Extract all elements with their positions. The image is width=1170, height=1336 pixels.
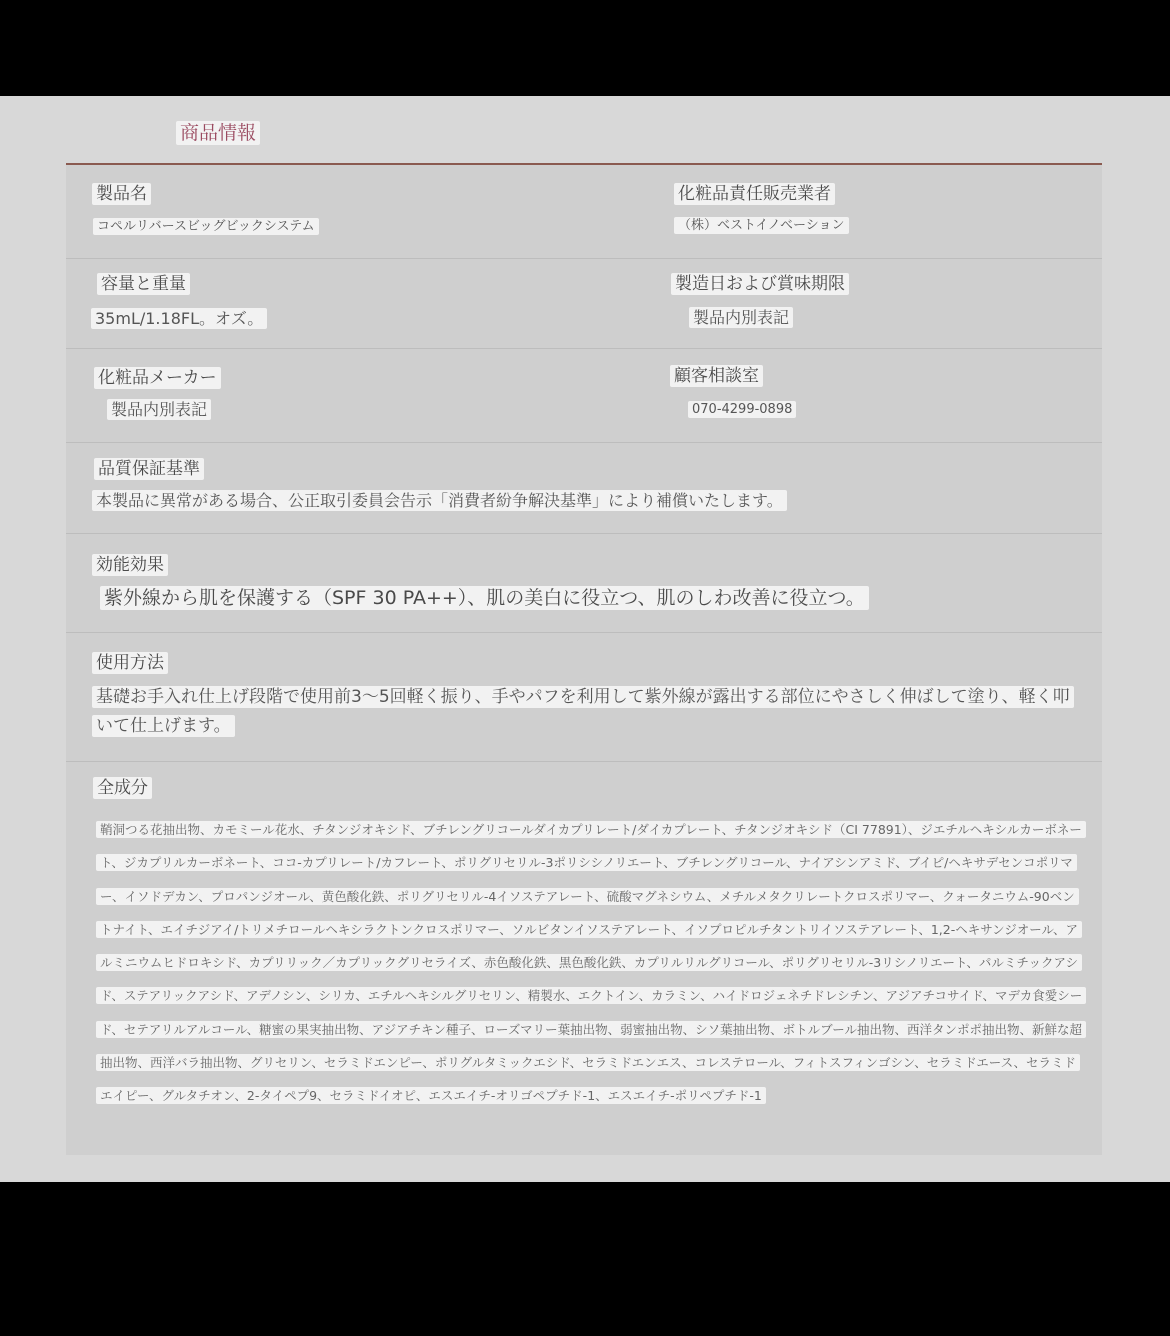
dates-value: 製品内別表記 xyxy=(689,308,793,328)
product-name-value: コペルリバースビッグビックシステム xyxy=(93,217,319,237)
quality-value: 本製品に異常がある場合、公正取引委員会告示「消費者紛争解決基準」により補償いたします。 xyxy=(92,491,787,511)
dates-label: 製造日および賞味期限 xyxy=(671,272,849,296)
capacity-value: 35mL/1.18FL。オズ。 xyxy=(91,309,267,329)
effects-value: 紫外線から肌を保護する（SPF 30 PA++）、肌の美白に役立つ、肌のしわ改善に役立つ。 xyxy=(100,588,869,608)
row-divider xyxy=(66,761,1102,762)
product-name-label: 製品名 xyxy=(92,182,151,206)
row-divider xyxy=(66,632,1102,633)
maker-label: 化粧品メーカー xyxy=(94,366,221,390)
capacity-label: 容量と重量 xyxy=(97,272,190,296)
quality-label: 品質保証基準 xyxy=(94,457,204,481)
row-divider xyxy=(66,442,1102,443)
row-divider xyxy=(66,348,1102,349)
ingredients-value: 鞘洞つる花抽出物、カモミール花水、チタンジオキシド、ブチレングリコールダイカプリレート/ダイカプレート、チタンジオキシド（CI 77891）、ジエチルヘキシルカーボネート、ジカプリルカーボネート、ココ-カプリレート/カフレート、ポリグリセリル-3ポリシシノリエート、ブチレングリコール、ナイアシンアミド、ブイピ/ヘキサデセンコポリマー、イソドデカン、プロパンジオール、黄色酸化鉄、ポリグリセリル-4イソステアレート、硫酸マグネシウム、メチルメタクリレートクロスポリマー、クォータニウム-90ベントナイト、エイチジアイ/トリメチロールヘキシラクトンクロスポリマー、ソルビタンイソステアレート、イソプロピルチタントリイソステアレート、1,2-ヘキサンジオール、アルミニウムヒドロキシド、カプリリック／カプリックグリセライズ、赤色酸化鉄、黒色酸化鉄、カプリルリルグリコール、ポリグリセリル-3リシノリエート、パルミチックアシド、ステアリックアシド、アデノシン、シリカ、エチルヘキシルグリセリン、精製水、エクトイン、カラミン、ハイドロジェネチドレシチン、アジアチコサイド、マデカ食愛シード、セテアリルアルコール、糖蜜の果実抽出物、アジアチキン種子、ローズマリー葉抽出物、弱蜜抽出物、シソ葉抽出物、ボトルブール抽出物、西洋タンポポ抽出物、新鮮な超抽出物、西洋バラ抽出物、グリセリン、セラミドエンピー、ポリグルタミックエシド、セラミドエンエス、コレステロール、フィトスフィンゴシン、セラミドエース、セラミドエイピー、グルタチオン、2-タイペプ9、セラミドイオピ、エスエイチ-オリゴペプチド-1、エスエイチ-ポリペプチド-1 xyxy=(96,813,1086,1113)
seller-label: 化粧品責任販売業者 xyxy=(674,182,835,206)
support-phone: 070-4299-0898 xyxy=(688,400,796,420)
effects-label: 効能効果 xyxy=(92,553,168,577)
support-label: 顧客相談室 xyxy=(670,364,763,388)
row-divider xyxy=(66,258,1102,259)
usage-label: 使用方法 xyxy=(92,651,168,675)
section-title: 商品情報 xyxy=(176,118,260,145)
maker-value: 製品内別表記 xyxy=(107,400,211,420)
usage-value: 基礎お手入れ仕上げ段階で使用前3〜5回軽く振り、手やパフを利用して紫外線が露出する部位にやさしく伸ばして塗り、軽く叩いて仕上げます。 xyxy=(92,683,1082,741)
ingredients-label: 全成分 xyxy=(93,776,152,800)
row-divider xyxy=(66,533,1102,534)
seller-value: （株）ベストイノベーション xyxy=(674,216,849,236)
